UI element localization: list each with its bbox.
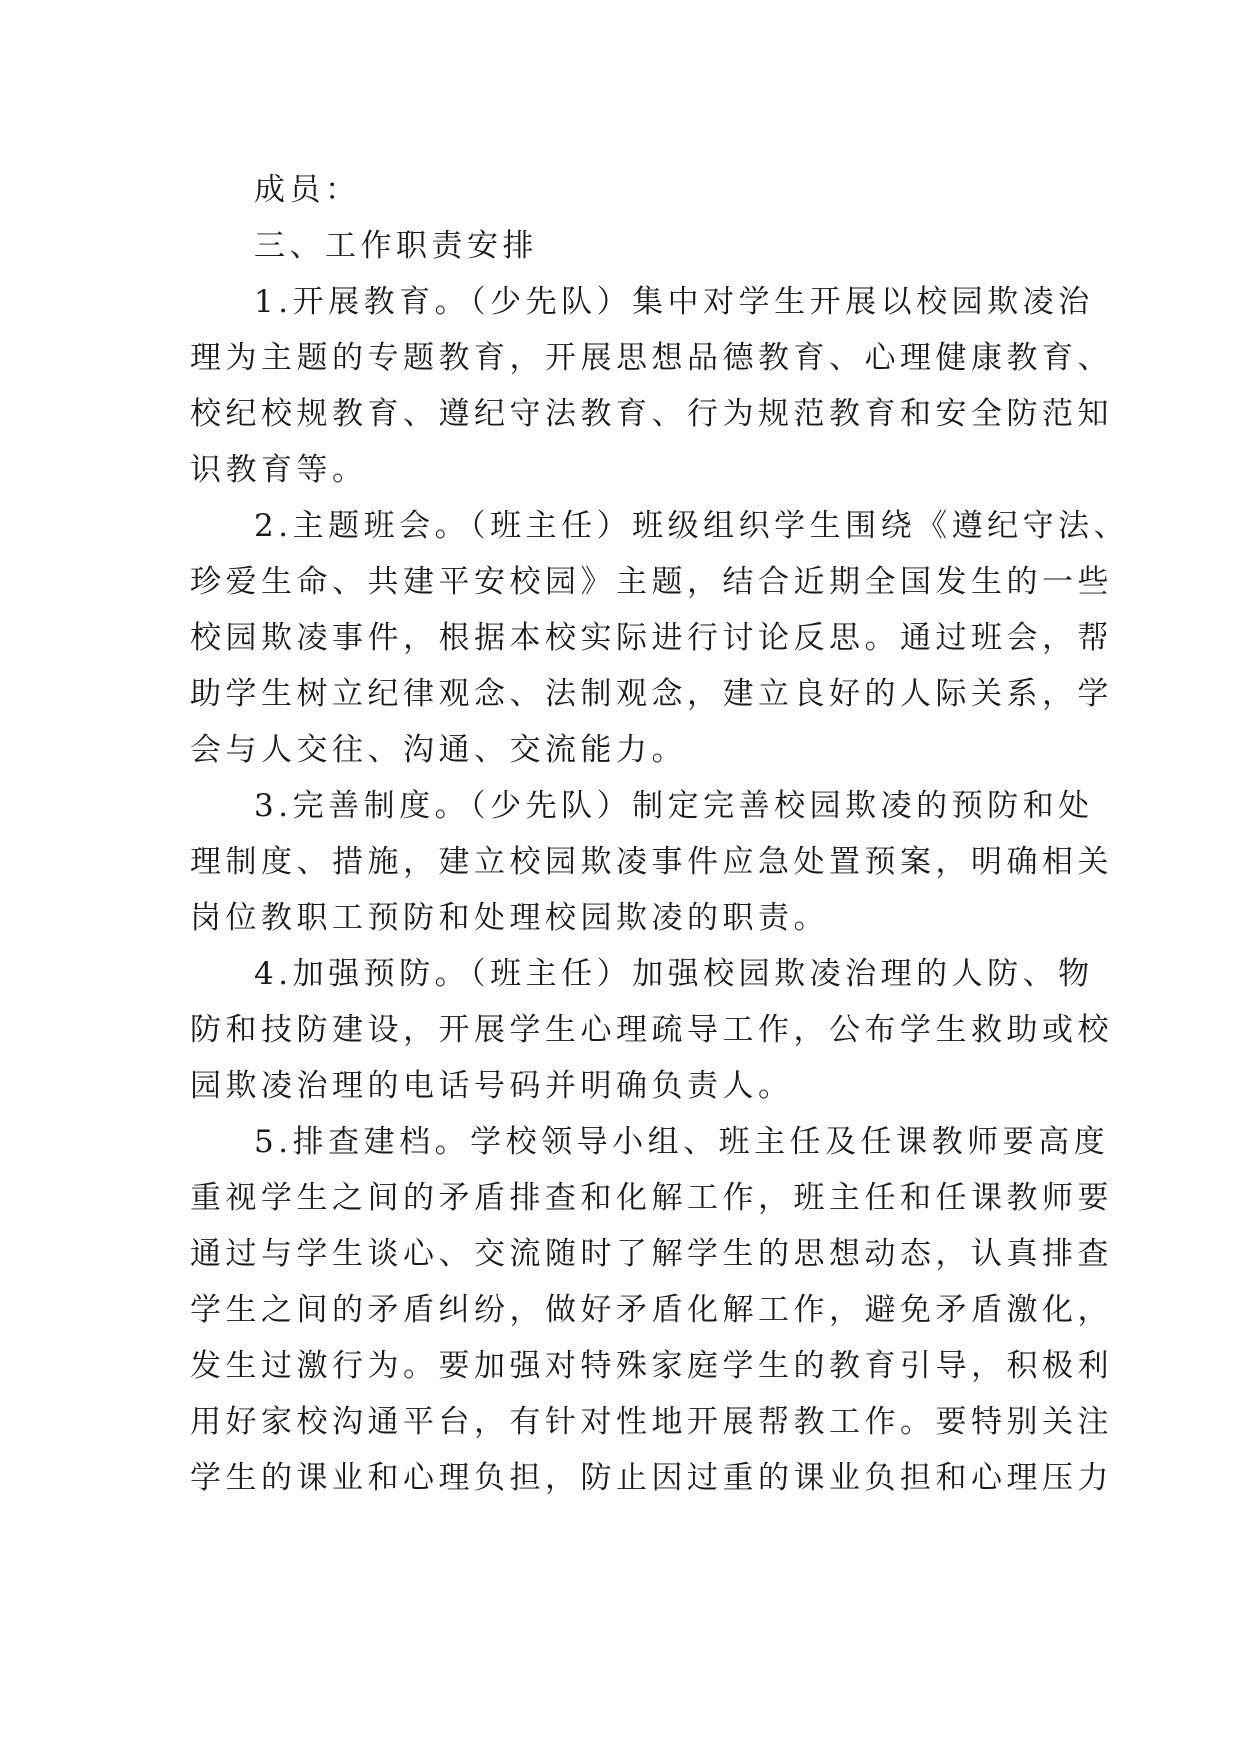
- paragraph-line: 会与人交往、沟通、交流能力。: [190, 732, 687, 768]
- paragraph-line: 1.开展教育。（少先队）集中对学生开展以校园欺凌治: [254, 284, 1094, 320]
- paragraph-4: [190, 946, 1113, 1114]
- paragraph-line: 理为主题的专题教育，开展思想品德教育、心理健康教育、: [190, 340, 1113, 376]
- section-heading: 三、工作职责安排: [254, 228, 538, 264]
- paragraph-line: 识教育等。: [190, 452, 368, 488]
- paragraph-2: [190, 498, 1130, 778]
- paragraph-line: 3.完善制度。（少先队）制定完善校园欺凌的预防和处: [254, 788, 1094, 824]
- paragraph-3: [190, 778, 1113, 946]
- paragraph-line: 理制度、措施，建立校园欺凌事件应急处置预案，明确相关: [190, 844, 1113, 880]
- paragraph-line: 4.加强预防。（班主任）加强校园欺凌治理的人防、物: [254, 956, 1094, 992]
- paragraph-line: 重视学生之间的矛盾排查和化解工作，班主任和任课教师要: [190, 1180, 1113, 1216]
- document-body: [190, 162, 1130, 1506]
- paragraph-line: 园欺凌治理的电话号码并明确负责人。: [190, 1068, 794, 1104]
- paragraph-line: 校园欺凌事件，根据本校实际进行讨论反思。通过班会，帮: [190, 620, 1113, 656]
- paragraph-line: 2.主题班会。（班主任）班级组织学生围绕《遵纪守法、: [254, 508, 1130, 544]
- paragraph-line: 学生之间的矛盾纠纷，做好矛盾化解工作，避免矛盾激化，: [190, 1292, 1113, 1328]
- members-label: 成员：: [254, 172, 361, 208]
- paragraph-5: [190, 1114, 1113, 1506]
- paragraph-line: 助学生树立纪律观念、法制观念，建立良好的人际关系，学: [190, 676, 1113, 712]
- paragraph-line: 发生过激行为。要加强对特殊家庭学生的教育引导，积极利: [190, 1348, 1113, 1384]
- paragraph-line: 防和技防建设，开展学生心理疏导工作，公布学生救助或校: [190, 1012, 1113, 1048]
- paragraph-line: 通过与学生谈心、交流随时了解学生的思想动态，认真排查: [190, 1236, 1113, 1272]
- paragraph-line: 用好家校沟通平台，有针对性地开展帮教工作。要特别关注: [190, 1404, 1113, 1440]
- paragraph-line: 岗位教职工预防和处理校园欺凌的职责。: [190, 900, 829, 936]
- paragraph-line: 校纪校规教育、遵纪守法教育、行为规范教育和安全防范知: [190, 396, 1113, 432]
- paragraph-line: 5.排查建档。学校领导小组、班主任及任课教师要高度: [254, 1124, 1110, 1160]
- paragraph-line: 学生的课业和心理负担，防止因过重的课业负担和心理压力: [190, 1460, 1113, 1496]
- paragraph-1: [190, 274, 1113, 498]
- paragraph-line: 珍爱生命、共建平安校园》主题，结合近期全国发生的一些: [190, 564, 1113, 600]
